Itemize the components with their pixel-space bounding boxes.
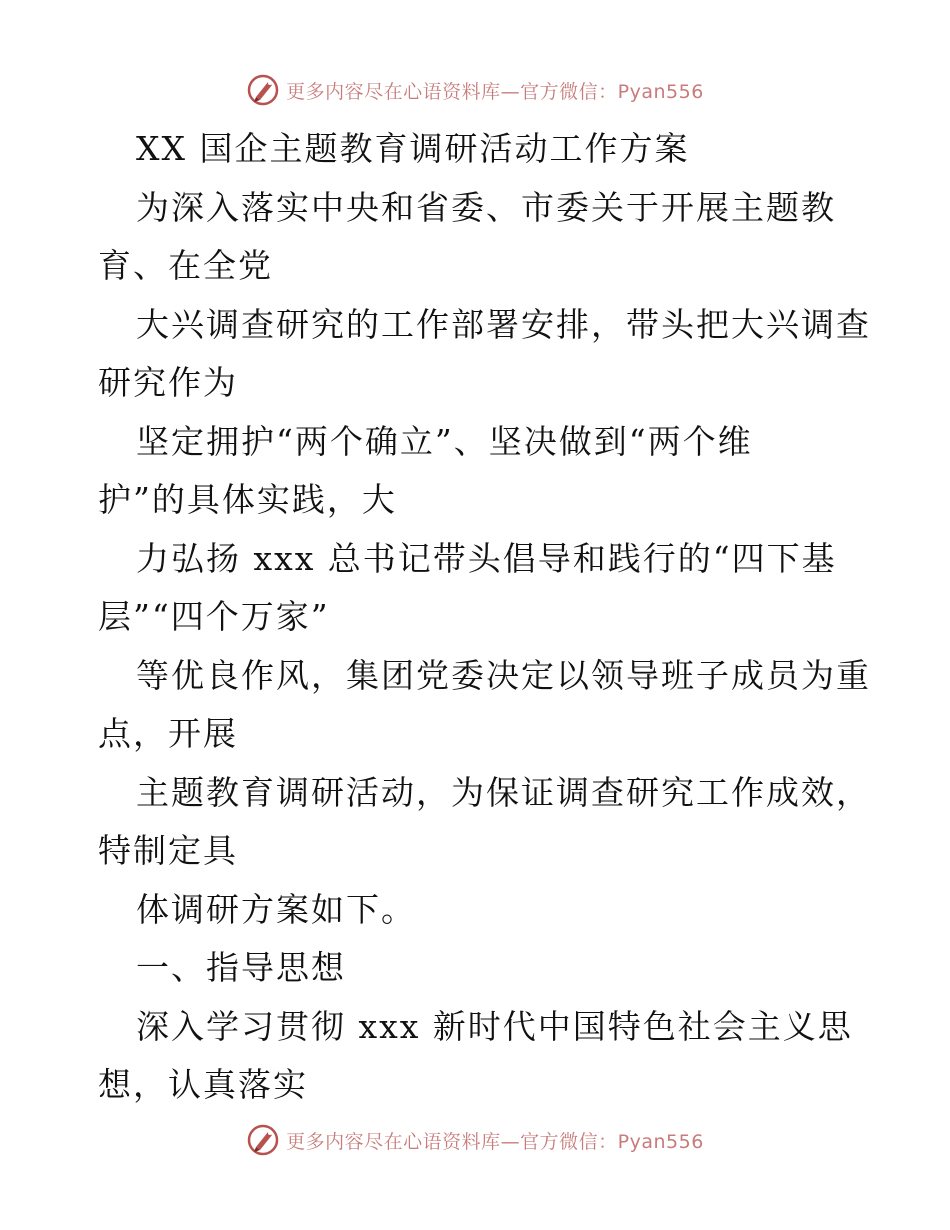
watermark-text: 更多内容尽在心语资料库—官方微信：Pyan556: [286, 80, 704, 103]
watermark-text: 更多内容尽在心语资料库—官方微信：Pyan556: [286, 1130, 704, 1153]
watermark-footer: [0, 1120, 950, 1160]
document-line: 为深入落实中央和省委、市委关于开展主题教: [136, 187, 836, 227]
document-line: 育、在全党: [98, 246, 273, 285]
document-line: 坚定拥护“两个确立”、坚决做到“两个维: [136, 421, 753, 461]
document-line: XX 国企主题教育调研活动工作方案: [136, 129, 690, 168]
document-line: 力弘扬 xxx 总书记带头倡导和践行的“四下基: [136, 538, 837, 578]
document-line: 深入学习贯彻 xxx 新时代中国特色社会主义思: [136, 1006, 853, 1046]
pen-logo-icon: [246, 73, 280, 107]
document-line: 护”的具体实践，大: [98, 480, 397, 519]
document-line: 主题教育调研活动，为保证调查研究工作成效，: [136, 772, 871, 812]
document-line: 等优良作风，集团党委决定以领导班子成员为重: [136, 655, 871, 695]
document-line: 想，认真落实: [98, 1065, 308, 1104]
document-line: 一、指导思想: [136, 948, 346, 987]
document-line: 研究作为: [98, 363, 238, 402]
document-line: 体调研方案如下。: [136, 889, 416, 929]
document-body: [98, 120, 871, 1115]
document-line: 点，开展: [98, 714, 238, 753]
pen-logo-icon: [246, 1123, 280, 1157]
document-line: 大兴调查研究的工作部署安排，带头把大兴调查: [136, 304, 871, 344]
document-line: 层”“四个万家”: [98, 597, 330, 636]
document-line: 特制定具: [98, 831, 238, 870]
watermark-header: [0, 70, 950, 110]
